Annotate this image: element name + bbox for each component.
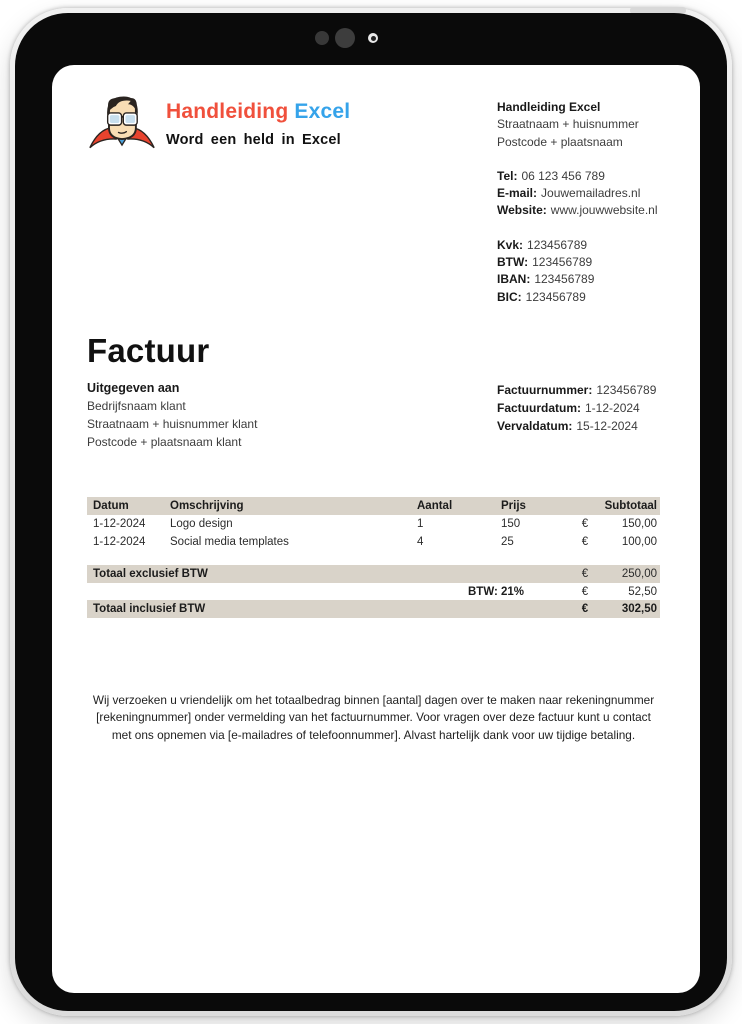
brand-name-secondary: Excel — [294, 100, 351, 123]
front-camera-cluster — [310, 28, 390, 48]
company-address-line: Straatnaam + huisnummer — [497, 117, 639, 132]
customer-line: Bedrijfsnaam klant — [87, 399, 186, 414]
company-details — [497, 99, 660, 306]
company-address-group — [497, 99, 660, 151]
vat-currency: € — [581, 585, 589, 598]
brand-tagline: Word een held in Excel — [166, 132, 341, 148]
brand-title — [166, 100, 350, 124]
cell-price: 25 — [501, 535, 514, 548]
cell-date: 1-12-2024 — [93, 518, 146, 531]
brand-text — [166, 100, 350, 148]
company-phone: Tel: 06 123 456 789 — [497, 168, 605, 183]
brand-name-primary: Handleiding — [166, 100, 289, 123]
document-header — [87, 93, 660, 306]
company-btw: BTW: 123456789 — [497, 255, 593, 270]
table-row — [87, 515, 660, 533]
total-incl-currency: € — [581, 603, 589, 616]
col-header-quantity: Aantal — [417, 500, 453, 513]
total-incl-row — [87, 600, 660, 618]
cell-date: 1-12-2024 — [93, 535, 146, 548]
tablet-device — [10, 8, 732, 1016]
table-spacer — [87, 550, 660, 565]
company-website: Website: www.jouwwebsite.nl — [497, 203, 658, 218]
col-header-price: Prijs — [501, 500, 526, 513]
invoice-meta-block — [497, 381, 660, 451]
company-iban: IBAN: 123456789 — [497, 272, 595, 287]
invoice-document — [52, 65, 700, 993]
front-camera-icon — [368, 33, 378, 43]
company-kvk: Kvk: 123456789 — [497, 237, 588, 252]
total-incl-amount: 302,50 — [621, 603, 657, 616]
issued-to-label: Uitgegeven aan — [87, 381, 180, 396]
col-header-description: Omschrijving — [170, 500, 244, 513]
col-header-date: Datum — [93, 500, 129, 513]
line-items-table — [87, 497, 660, 618]
total-excl-row — [87, 565, 660, 583]
vat-label: BTW: 21% — [467, 585, 525, 598]
ambient-sensor-icon — [315, 31, 329, 45]
tablet-bezel — [15, 13, 727, 1011]
superhero-mascot-icon — [87, 93, 157, 159]
invoice-due-date: Vervaldatum: 15-12-2024 — [497, 419, 638, 434]
brand-logo — [87, 93, 350, 306]
cell-description: Logo design — [170, 518, 233, 531]
table-row — [87, 533, 660, 551]
face-sensor-icon — [335, 28, 355, 48]
cell-currency: € — [581, 535, 589, 548]
table-header-row — [87, 497, 660, 515]
cell-quantity: 4 — [417, 535, 424, 548]
cell-price: 150 — [501, 518, 521, 531]
customer-block — [87, 379, 257, 451]
company-registration-group — [497, 237, 660, 306]
page-title: Factuur — [87, 331, 210, 369]
cell-currency: € — [581, 518, 589, 531]
vat-row — [87, 583, 660, 601]
total-excl-label: Totaal exclusief BTW — [93, 568, 208, 581]
total-excl-currency: € — [581, 568, 589, 581]
invoice-parties — [87, 379, 660, 451]
company-contact-group — [497, 168, 660, 220]
vat-amount: 52,50 — [628, 585, 657, 598]
company-name: Handleiding Excel — [497, 100, 601, 114]
invoice-number: Factuurnummer: 123456789 — [497, 383, 657, 398]
company-bic: BIC: 123456789 — [497, 289, 586, 304]
company-address-line: Postcode + plaatsnaam — [497, 134, 623, 149]
tablet-screen — [52, 65, 700, 993]
cell-subtotal: 100,00 — [621, 535, 657, 548]
total-excl-amount: 250,00 — [621, 568, 657, 581]
col-header-subtotal: Subtotaal — [604, 500, 657, 513]
total-incl-label: Totaal inclusief BTW — [93, 603, 206, 616]
cell-subtotal: 150,00 — [621, 518, 657, 531]
cell-description: Social media templates — [170, 535, 289, 548]
invoice-date: Factuurdatum: 1-12-2024 — [497, 401, 640, 416]
company-email: E-mail: Jouwemailadres.nl — [497, 186, 641, 201]
payment-instructions: Wij verzoeken u vriendelijk om het totaalbedrag binnen [aantal] dagen over te maken naar rekeningnummer [rekeningnummer] onder vermelding van het factuurnummer. Voor vragen over deze factuur kunt u contact met ons opnemen via [e-mailadres of telefoonnummer]. Alvast hartelijk dank voor uw tijdige betaling. — [92, 692, 655, 742]
cell-quantity: 1 — [417, 518, 424, 531]
customer-line: Straatnaam + huisnummer klant — [87, 417, 258, 432]
customer-line: Postcode + plaatsnaam klant — [87, 435, 242, 450]
